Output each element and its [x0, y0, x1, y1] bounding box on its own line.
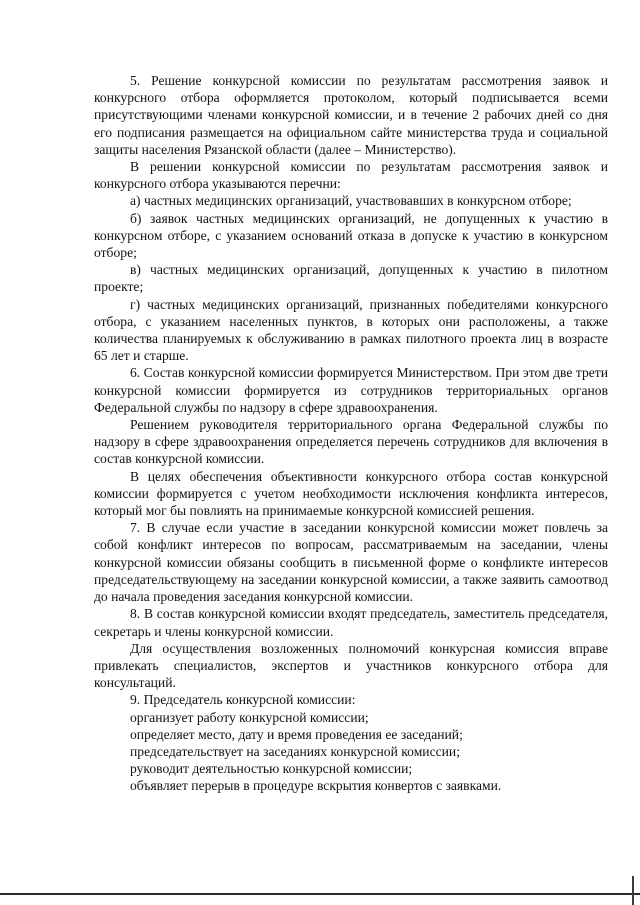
list-item-a: а) частных медицинских организаций, участвовавших в конкурсном отборе; — [130, 193, 572, 209]
chairman-duty-break: объявляет перерыв в процедуре вскрытия конвертов с заявками. — [130, 778, 502, 794]
chairman-duty-organizes: организует работу конкурсной комиссии; — [130, 709, 369, 725]
paragraph-8-members: 8. В состав конкурсной комиссии входят председатель, заместитель председателя, секретарь и члены конкурсной комиссии. — [94, 606, 608, 639]
list-item-g: г) частных медицинских организаций, признанных победителями конкурсного отбора, с указанием населенных пунктов, в которых они расположены, а также количества планируемых к обслуживанию в рамках пилотного проекта лиц в возрасте 65 лет и старше. — [94, 296, 608, 364]
paragraph-consultants: Для осуществления возложенных полномочий конкурсная комиссия вправе привлекать специалистов, экспертов и участников конкурсного отбора для консультаций. — [94, 640, 608, 691]
chairman-duty-schedules: определяет место, дату и время проведения ее заседаний; — [130, 726, 463, 742]
paragraph-7-conflict: 7. В случае если участие в заседании конкурсной комиссии может повлечь за собой конфликт интересов по вопросам, рассматриваемым на заседании, члены конкурсной комиссии обязаны сообщить в письменной форме о конфликте интересов председательствующему на заседании конкурсной комиссии, а также заявить самоотвод до начала проведения заседания конкурсной комиссии. — [94, 520, 608, 605]
paragraph-decision-lists: В решении конкурсной комиссии по результатам рассмотрения заявок и конкурсного отбора указываются перечни: — [94, 159, 608, 192]
paragraph-objectivity: В целях обеспечения объективности конкурсного отбора состав конкурсной комиссии формируется с учетом необходимости исключения конфликта интересов, который мог бы повлиять на принимаемые конкурсной комиссией решения. — [94, 468, 608, 519]
paragraph-5-protocol: 5. Решение конкурсной комиссии по результатам рассмотрения заявок и конкурсного отбора оформляется протоколом, который подписывается всеми присутствующими членами конкурсной комиссии, и в течение 2 рабочих дней со дня его подписания размещается на официальном сайте министерства труда и социальной защиты населения Рязанской области (далее – Министерство). — [94, 73, 608, 157]
chairman-duty-manages: руководит деятельностью конкурсной комиссии; — [130, 761, 413, 777]
document-body — [94, 72, 608, 795]
paragraph-9-chairman: 9. Председатель конкурсной комиссии: — [130, 692, 356, 708]
scan-right-edge — [632, 876, 634, 905]
paragraph-head-decision: Решением руководителя территориального органа Федеральной службы по надзору в сфере здравоохранения определяется перечень сотрудников для включения в состав конкурсной комиссии. — [94, 417, 608, 467]
paragraph-6-composition: 6. Состав конкурсной комиссии формируется Министерством. При этом две трети конкурсной комиссии формируется из сотрудников территориальных органов Федеральной службы по надзору в сфере здравоохранения. — [94, 365, 608, 415]
list-item-b: б) заявок частных медицинских организаций, не допущенных к участию в конкурсном отборе, с указанием оснований отказа в допуске к участию в конкурсном отборе; — [94, 210, 608, 261]
scan-bottom-edge — [0, 893, 640, 895]
chairman-duty-presides: председательствует на заседаниях конкурсной комиссии; — [130, 743, 460, 759]
list-item-v: в) частных медицинских организаций, допущенных к участию в пилотном проекте; — [94, 262, 608, 295]
